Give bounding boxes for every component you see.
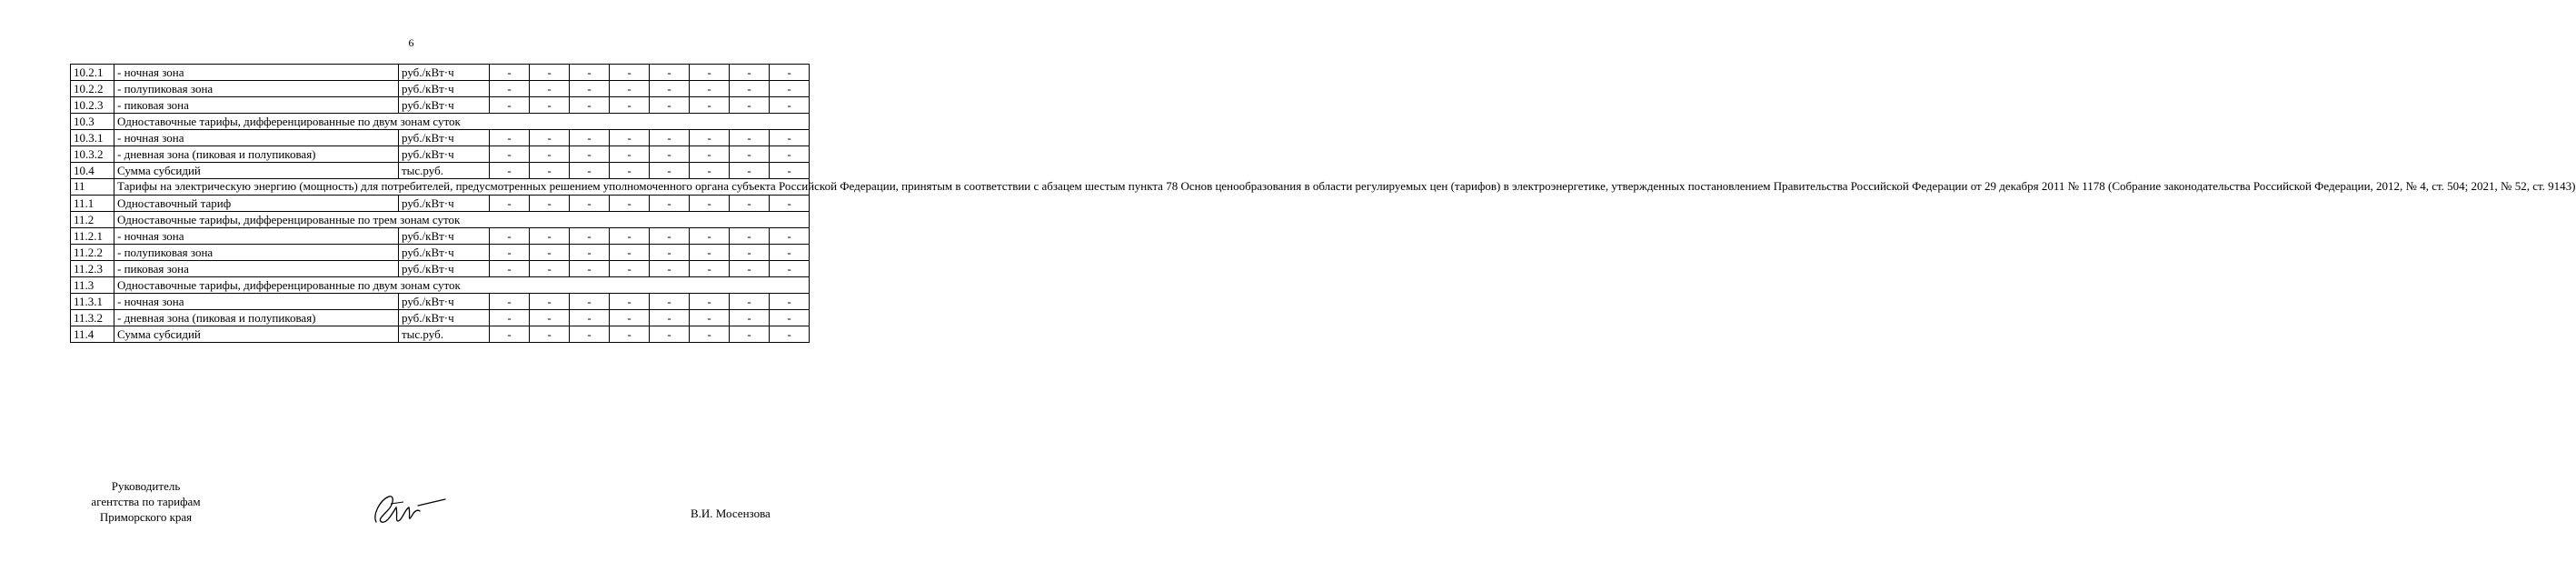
value-cell: -	[570, 163, 610, 179]
value-cell: -	[730, 228, 770, 245]
value-cell: -	[490, 228, 530, 245]
value-cell: -	[530, 294, 570, 310]
row-unit: руб./кВт·ч	[399, 97, 490, 114]
row-unit: руб./кВт·ч	[399, 196, 490, 212]
value-cell: -	[770, 146, 810, 163]
value-cell: -	[650, 146, 690, 163]
value-cell: -	[490, 65, 530, 81]
value-cell: -	[530, 326, 570, 343]
table-row	[71, 81, 810, 97]
value-cell: -	[730, 81, 770, 97]
signatory-title-line: Приморского края	[99, 510, 193, 524]
value-cell: -	[530, 146, 570, 163]
value-cell: -	[610, 294, 650, 310]
table-row	[71, 310, 810, 326]
value-cell: -	[730, 245, 770, 261]
value-cell: -	[530, 228, 570, 245]
value-cell: -	[730, 130, 770, 146]
value-cell: -	[770, 97, 810, 114]
value-cell: -	[770, 310, 810, 326]
row-code: 10.2.2	[71, 81, 114, 97]
table-row	[71, 245, 810, 261]
value-cell: -	[570, 196, 610, 212]
row-name: - пиковая зона	[114, 261, 399, 277]
value-cell: -	[650, 326, 690, 343]
value-cell: -	[690, 245, 730, 261]
value-cell: -	[650, 196, 690, 212]
row-code: 11.2.3	[71, 261, 114, 277]
value-cell: -	[530, 245, 570, 261]
row-unit: руб./кВт·ч	[399, 261, 490, 277]
value-cell: -	[610, 228, 650, 245]
row-name: - пиковая зона	[114, 97, 399, 114]
row-unit: руб./кВт·ч	[399, 294, 490, 310]
value-cell: -	[770, 245, 810, 261]
row-code: 11.3.1	[71, 294, 114, 310]
value-cell: -	[530, 310, 570, 326]
value-cell: -	[530, 261, 570, 277]
value-cell: -	[570, 245, 610, 261]
value-cell: -	[490, 163, 530, 179]
table-row	[71, 130, 810, 146]
value-cell: -	[610, 163, 650, 179]
row-name: - ночная зона	[114, 294, 399, 310]
row-name: - полупиковая зона	[114, 81, 399, 97]
value-cell: -	[610, 326, 650, 343]
value-cell: -	[490, 196, 530, 212]
row-code: 11.3	[71, 277, 114, 294]
value-cell: -	[770, 228, 810, 245]
row-name: Сумма субсидий	[114, 163, 399, 179]
row-unit: руб./кВт·ч	[399, 65, 490, 81]
value-cell: -	[690, 228, 730, 245]
value-cell: -	[650, 294, 690, 310]
row-unit: руб./кВт·ч	[399, 146, 490, 163]
value-cell: -	[530, 97, 570, 114]
tariff-table-body	[71, 65, 2576, 343]
value-cell: -	[610, 81, 650, 97]
row-unit: руб./кВт·ч	[399, 81, 490, 97]
row-name: Одноставочный тариф	[114, 196, 399, 212]
value-cell: -	[690, 81, 730, 97]
value-cell: -	[690, 65, 730, 81]
value-cell: -	[490, 261, 530, 277]
value-cell: -	[530, 163, 570, 179]
row-code: 11.2	[71, 212, 114, 228]
row-code: 11.3.2	[71, 310, 114, 326]
value-cell: -	[770, 326, 810, 343]
row-name: Тарифы на электрическую энергию (мощность) для потребителей, предусмотренных решением уполномоченного органа субъекта Российской Федерации, принятым в соответствии с абзацем шестым пункта 78 Основ ценообразования в области регулируемых цен (тарифов) в электроэнергетике, утвержденных постановлением Правительства Российской Федерации от 29 декабря 2011 № 1178 (Собрание законодательства Российской Федерации, 2012, № 4, ст. 504; 2021, № 52, ст. 9143)	[114, 179, 810, 196]
value-cell: -	[650, 228, 690, 245]
value-cell: -	[690, 310, 730, 326]
row-code: 10.3.1	[71, 130, 114, 146]
handwritten-signature	[367, 487, 449, 527]
tariff-table	[70, 64, 2576, 343]
row-name: - ночная зона	[114, 228, 399, 245]
value-cell: -	[610, 245, 650, 261]
value-cell: -	[770, 294, 810, 310]
row-code: 10.3.2	[71, 146, 114, 163]
value-cell: -	[490, 245, 530, 261]
table-row	[71, 97, 810, 114]
value-cell: -	[690, 326, 730, 343]
row-code: 10.2.1	[71, 65, 114, 81]
value-cell: -	[690, 163, 730, 179]
table-row	[71, 163, 810, 179]
row-unit: тыс.руб.	[399, 326, 490, 343]
signatory-title-line: Руководитель	[111, 479, 181, 493]
value-cell: -	[490, 81, 530, 97]
row-unit: тыс.руб.	[399, 163, 490, 179]
row-code: 11.2.1	[71, 228, 114, 245]
value-cell: -	[730, 65, 770, 81]
value-cell: -	[530, 196, 570, 212]
value-cell: -	[570, 310, 610, 326]
value-cell: -	[570, 97, 610, 114]
row-name: Сумма субсидий	[114, 326, 399, 343]
row-name: - дневная зона (пиковая и полупиковая)	[114, 146, 399, 163]
value-cell: -	[690, 97, 730, 114]
value-cell: -	[570, 294, 610, 310]
value-cell: -	[570, 65, 610, 81]
value-cell: -	[690, 261, 730, 277]
value-cell: -	[570, 146, 610, 163]
value-cell: -	[650, 163, 690, 179]
value-cell: -	[490, 130, 530, 146]
value-cell: -	[690, 130, 730, 146]
value-cell: -	[490, 310, 530, 326]
value-cell: -	[770, 163, 810, 179]
value-cell: -	[770, 130, 810, 146]
value-cell: -	[730, 326, 770, 343]
value-cell: -	[730, 261, 770, 277]
value-cell: -	[610, 310, 650, 326]
value-cell: -	[730, 97, 770, 114]
page-number: 6	[408, 36, 414, 49]
value-cell: -	[650, 245, 690, 261]
value-cell: -	[650, 261, 690, 277]
value-cell: -	[490, 294, 530, 310]
row-name: - ночная зона	[114, 65, 399, 81]
value-cell: -	[690, 146, 730, 163]
signatory-title	[71, 478, 221, 525]
value-cell: -	[730, 294, 770, 310]
row-code: 10.4	[71, 163, 114, 179]
value-cell: -	[690, 294, 730, 310]
row-name: Одноставочные тарифы, дифференцированные по двум зонам суток	[114, 277, 810, 294]
value-cell: -	[730, 146, 770, 163]
value-cell: -	[490, 146, 530, 163]
value-cell: -	[570, 81, 610, 97]
value-cell: -	[530, 81, 570, 97]
row-code: 11.4	[71, 326, 114, 343]
signatory-name: В.И. Мосензова	[691, 507, 771, 520]
table-row	[71, 114, 810, 130]
row-name: - ночная зона	[114, 130, 399, 146]
value-cell: -	[770, 65, 810, 81]
table-row	[71, 294, 810, 310]
value-cell: -	[570, 130, 610, 146]
value-cell: -	[610, 97, 650, 114]
table-row	[71, 228, 810, 245]
value-cell: -	[490, 326, 530, 343]
row-code: 11.2.2	[71, 245, 114, 261]
table-row	[71, 277, 810, 294]
table-row	[71, 326, 810, 343]
value-cell: -	[730, 196, 770, 212]
value-cell: -	[730, 310, 770, 326]
value-cell: -	[770, 261, 810, 277]
row-unit: руб./кВт·ч	[399, 310, 490, 326]
value-cell: -	[610, 196, 650, 212]
value-cell: -	[650, 65, 690, 81]
value-cell: -	[530, 65, 570, 81]
value-cell: -	[610, 146, 650, 163]
value-cell: -	[570, 261, 610, 277]
value-cell: -	[490, 97, 530, 114]
row-unit: руб./кВт·ч	[399, 245, 490, 261]
table-row	[71, 212, 810, 228]
row-name: Одноставочные тарифы, дифференцированные по трем зонам суток	[114, 212, 810, 228]
value-cell: -	[530, 130, 570, 146]
row-unit: руб./кВт·ч	[399, 130, 490, 146]
row-unit: руб./кВт·ч	[399, 228, 490, 245]
signatory-title-line: агентства по тарифам	[91, 495, 201, 508]
row-code: 10.3	[71, 114, 114, 130]
value-cell: -	[610, 130, 650, 146]
table-row	[71, 65, 810, 81]
value-cell: -	[650, 81, 690, 97]
value-cell: -	[650, 130, 690, 146]
row-name: - полупиковая зона	[114, 245, 399, 261]
row-code: 10.2.3	[71, 97, 114, 114]
row-code: 11.1	[71, 196, 114, 212]
value-cell: -	[570, 326, 610, 343]
table-row	[71, 146, 810, 163]
value-cell: -	[650, 97, 690, 114]
table-row	[71, 179, 810, 196]
value-cell: -	[610, 65, 650, 81]
value-cell: -	[570, 228, 610, 245]
table-row	[71, 196, 810, 212]
row-name: Одноставочные тарифы, дифференцированные по двум зонам суток	[114, 114, 810, 130]
row-code: 11	[71, 179, 114, 196]
value-cell: -	[650, 310, 690, 326]
row-name: - дневная зона (пиковая и полупиковая)	[114, 310, 399, 326]
value-cell: -	[770, 81, 810, 97]
table-row	[71, 261, 810, 277]
value-cell: -	[690, 196, 730, 212]
value-cell: -	[730, 163, 770, 179]
value-cell: -	[610, 261, 650, 277]
value-cell: -	[770, 196, 810, 212]
